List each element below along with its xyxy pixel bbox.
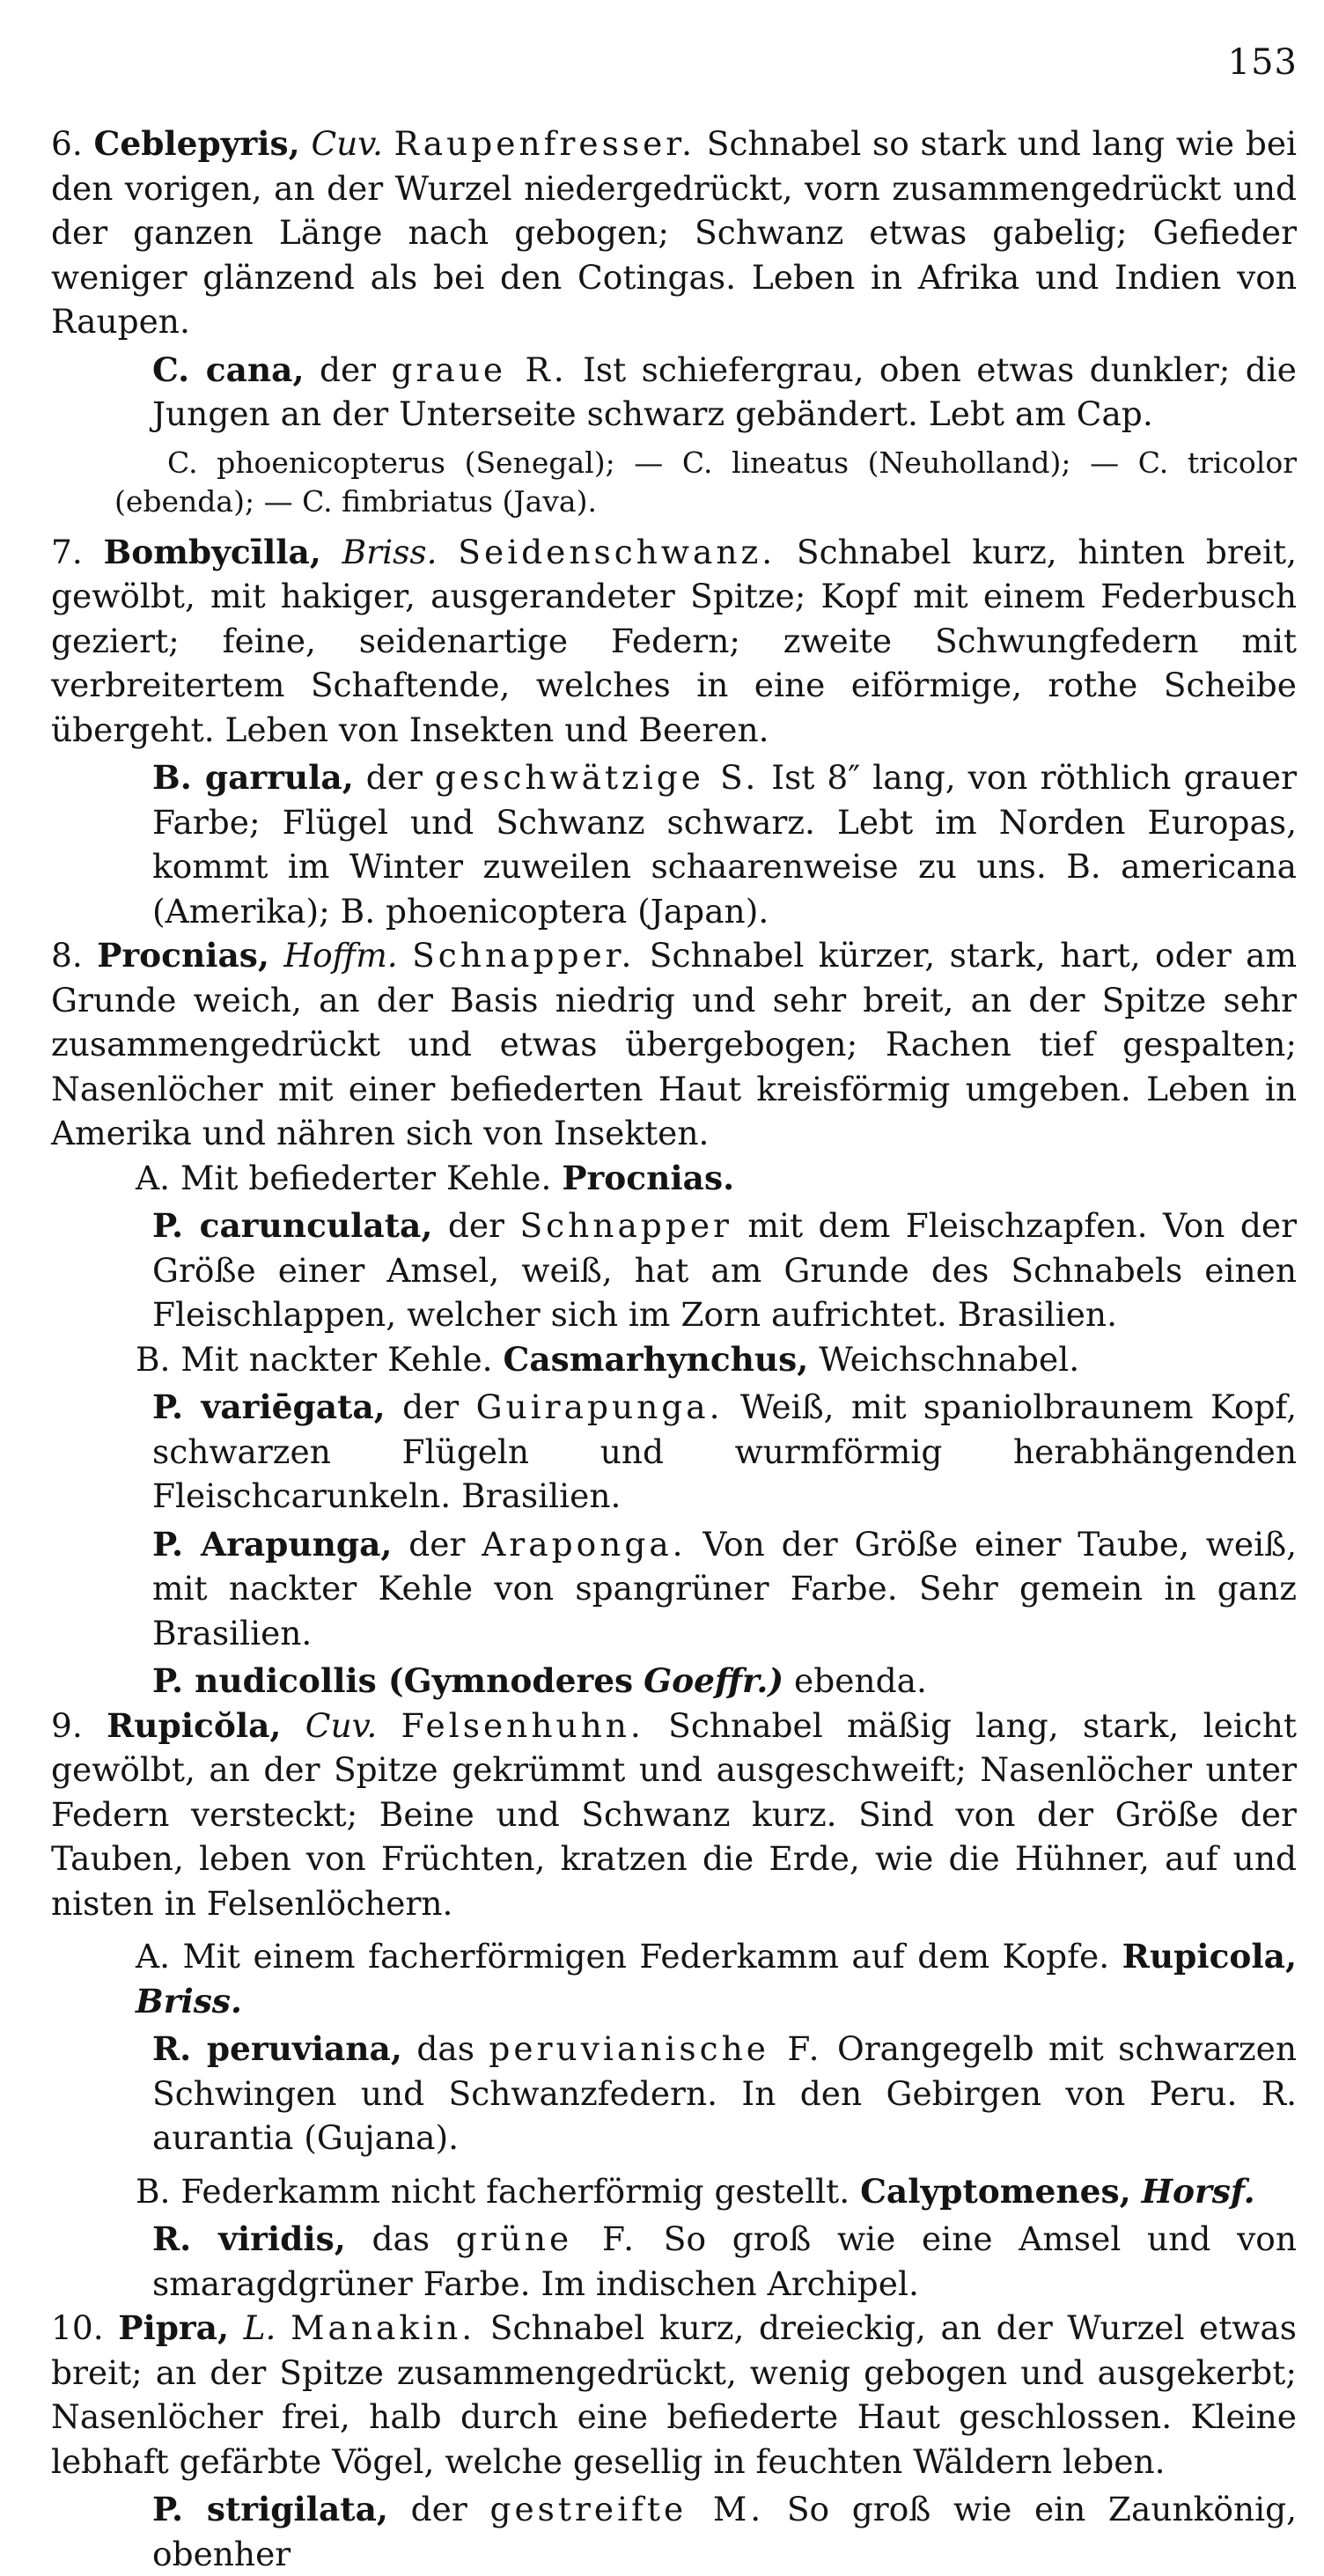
authority: Hoffm. [283,936,398,975]
article: der [410,2490,467,2528]
species-name: P. Arapunga, [152,1524,393,1564]
genus-name: Rupicŏla, [107,1705,282,1745]
species-name: P. nudicollis (Gymnoderes [152,1661,634,1700]
species-entry [51,1385,1297,1519]
genus-entry [51,1704,1297,1926]
german-name: Felsenhuhn. [401,1705,644,1745]
species-name: C. cana, [152,350,305,389]
entry-text: Ist 8″ lang, von röthlich grauer Farbe; Flügel und Schwanz schwarz. Lebt im Norden Europas, kommt im Winter zuweilen schaarenweise zu uns. B. americana (Amerika); B. phoenicoptera (Japan). [152,758,1297,931]
genus-entry [51,933,1297,1156]
german-name: Schnapper [519,1206,732,1245]
species-name: P. variēgata, [152,1387,386,1426]
authority: Cuv. [311,124,383,163]
entry-text: Von der Größe einer Taube, weiß, mit nackter Kehle von spangrüner Farbe. Sehr gemein in ganz Brasilien. [152,1524,1298,1652]
article: der [319,350,377,389]
german-name: geschwätzige S. [434,758,760,797]
genus-name: Pipra, [118,2308,230,2347]
german-name: peruvianische F. [489,2029,823,2068]
page-number: 153 [1227,42,1298,83]
species-list: C. phoenicopterus (Senegal); — C. lineatus (Neuholland); — C. tricolor (ebenda); — C. fimbriatus (Java). [114,445,1297,519]
entry-number: 10. [51,2308,104,2347]
authority: L. [243,2308,276,2347]
entry-text: Schnabel kurz, hinten breit, gewölbt, mit hakiger, ausgerandeter Spitze; Kopf mit einem Federbusch geziert; feine, seidenartige Federn; zweite Schwungfedern mit verbreitertem Schaftende, welches in eine eiförmige, rothe Scheibe übergeht. Leben von Insekten und Beeren. [51,532,1297,749]
article: der [447,1206,504,1245]
entry-text: So groß wie ein Zaunkönig, obenher [152,2490,1298,2573]
entry-text: Schnabel kurz, dreieckig, an der Wurzel etwas breit; an der Spitze zusammengedrückt, wenig gebogen und ausgekerbt; Nasenlöcher frei, halb durch eine befiederte Haut geschlossen. Kleine lebhaft gefärbte Vögel, welche gesellig in feuchten Wäldern leben. [51,2308,1298,2481]
genus-name: Procnias, [97,936,269,975]
subgroup-label: B. [136,1339,171,1379]
article: der [365,758,423,797]
subgroup-german: Weichschnabel. [819,1339,1080,1379]
subgroup-text: Federkamm nicht facherförmig gestellt. [180,2171,850,2211]
subgroup-text: Mit einem facherförmigen Federkamm auf dem Kopfe. [182,1937,1110,1976]
authority: Goeffr.) [644,1661,784,1700]
german-name: Seidenschwanz. [458,532,776,571]
subgroup-heading [51,1156,1297,1201]
article: das [416,2029,474,2068]
entry-text: Schnabel so stark und lang wie bei den vorigen, an der Wurzel niedergedrückt, vorn zusammengedrückt und der ganzen Länge nach gebogen; Schwanz etwas gabelig; Gefieder weniger glänzend als bei den Cotingas. Leben in Afrika und Indien von Raupen. [51,124,1298,341]
species-entry [51,1522,1297,1656]
genus-name: Bombycīlla, [103,532,321,571]
species-name: P. strigilata, [152,2490,388,2528]
german-name: Guirapunga. [475,1387,724,1426]
article: der [402,1387,460,1426]
subgroup-label: A. [136,1937,171,1976]
species-name: B. garrula, [152,758,354,797]
german-name: grüne F. [455,2219,638,2258]
species-name: R. peruviana, [152,2029,402,2068]
authority: Briss. [342,532,438,571]
subgroup-genus: Casmarhynchus, [503,1339,809,1379]
species-entry [51,348,1297,437]
subgroup-genus: Procnias. [562,1158,735,1197]
entry-text: Schnabel mäßig lang, stark, leicht gewölbt, an der Spitze gekrümmt und ausgeschweift; Nasenlöcher unter Federn versteckt; Beine und Schwanz kurz. Sind von der Größe der Tauben, leben von Früchten, kratzen die Erde, wie die Hühner, auf und nisten in Felsenlöchern. [51,1705,1297,1923]
german-name: Raupenfresser. [394,124,696,163]
german-name: graue R. [391,350,568,389]
genus-entry [51,2306,1297,2484]
article: das [371,2219,430,2258]
entry-text: mit dem Fleischzapfen. Von der Größe einer Amsel, weiß, hat am Grunde des Schnabels einen Fleischlappen, welcher sich im Zorn aufrichtet. Brasilien. [152,1206,1297,1334]
entry-text: So groß wie eine Amsel und von smaragdgrüner Farbe. Im indischen Archipel. [152,2219,1297,2303]
entry-number: 8. [51,936,83,975]
genus-entry [51,530,1297,753]
german-name: gestreifte M. [489,2490,765,2528]
entry-number: 9. [51,1705,83,1745]
species-entry [51,1203,1297,1337]
subgroup-text: Mit befiederter Kehle. [180,1158,552,1197]
subgroup-heading [51,2169,1297,2214]
german-name: Araponga. [482,1524,687,1564]
genus-entry [51,121,1297,344]
german-name: Manakin. [291,2308,476,2347]
subgroup-genus: Calyptomenes, [860,2171,1131,2211]
article: der [408,1524,466,1564]
authority: Horsf. [1141,2171,1255,2211]
authority: Briss. [136,1981,242,2020]
entry-text: Weiß, mit spaniolbraunem Kopf, schwarzen Flügeln und wurmförmig herabhängenden Fleischcarunkeln. Brasilien. [152,1387,1298,1515]
subgroup-label: A. [136,1158,171,1197]
entry-text: Orangegelb mit schwarzen Schwingen und Schwanzfedern. In den Gebirgen von Peru. R. aurantia (Gujana). [152,2029,1297,2157]
german-name: Schnapper. [412,936,636,975]
subgroup-label: B. [136,2171,171,2211]
subgroup-heading [51,1934,1297,2023]
species-entry [51,755,1297,933]
species-name: P. carunculata, [152,1206,433,1245]
species-entry [51,1659,1297,1704]
entry-text: ebenda. [794,1661,927,1700]
entry-text: Ist schiefergrau, oben etwas dunkler; die Jungen an der Unterseite schwarz gebändert. Lebt am Cap. [152,350,1297,433]
entry-number: 7. [51,532,83,571]
entry-text: Schnabel kürzer, stark, hart, oder am Grunde weich, an der Basis niedrig und sehr breit, an der Spitze sehr zusammengedrückt und etwas übergebogen; Rachen tief gespalten; Nasenlöcher mit einer befiederten Haut kreisförmig umgeben. Leben in Amerika und nähren sich von Insekten. [51,936,1298,1152]
entry-number: 6. [51,124,83,163]
subgroup-genus: Rupicola, [1122,1937,1298,1976]
species-entry [51,2217,1297,2306]
genus-name: Ceblepyris, [93,124,300,163]
species-entry [51,2487,1297,2576]
species-entry [51,2027,1297,2160]
species-name: R. viridis, [152,2219,346,2258]
authority: Cuv. [305,1705,378,1745]
page-body [51,121,1297,2576]
subgroup-text: Mit nackter Kehle. [180,1339,493,1379]
subgroup-heading [51,1337,1297,1382]
